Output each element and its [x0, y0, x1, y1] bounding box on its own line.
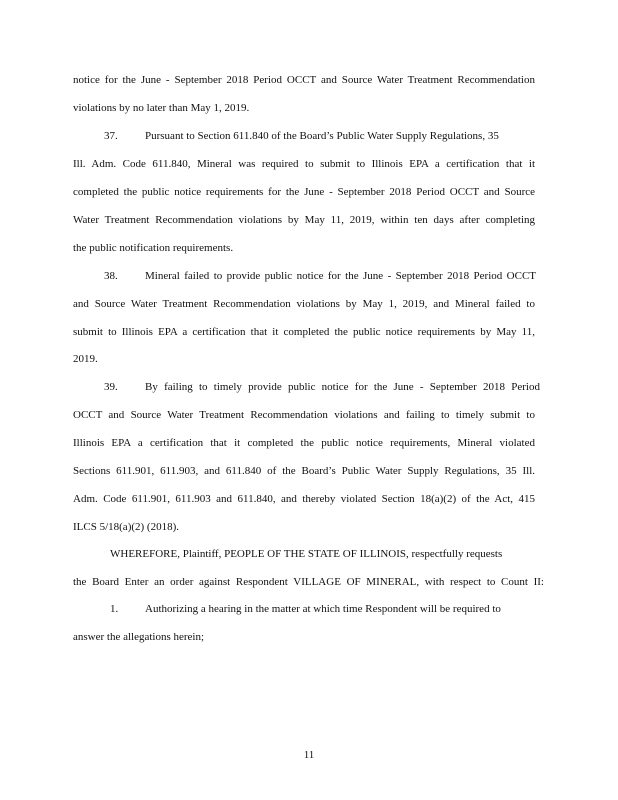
text-line: notice for the June - September 2018 Period OCCT and Source Water Treatment Recommendation [73, 74, 535, 86]
text-line: Adm. Code 611.901, 611.903 and 611.840, and thereby violated Section 18(a)(2) of the Act, 415 [73, 493, 535, 505]
paragraph-number: 38. [104, 270, 118, 282]
text-line: completed the public notice requirements for the June - September 2018 Period OCCT and Source [73, 186, 535, 198]
text-line: Sections 611.901, 611.903, and 611.840 of the Board’s Public Water Supply Regulations, 35 Ill. [73, 465, 535, 477]
paragraph-number: 39. [104, 381, 118, 393]
text-line: Water Treatment Recommendation violations by May 11, 2019, within ten days after completing [73, 214, 535, 226]
text-line: and Source Water Treatment Recommendation violations by May 1, 2019, and Mineral failed to [73, 298, 535, 310]
paragraph-number: 37. [104, 130, 118, 142]
text-line: Pursuant to Section 611.840 of the Board’s Public Water Supply Regulations, 35 [145, 130, 499, 142]
text-line: the Board Enter an order against Respondent VILLAGE OF MINERAL, with respect to Count II: [73, 576, 544, 588]
wherefore-clause: WHEREFORE, Plaintiff, PEOPLE OF THE STATE OF ILLINOIS, respectfully requests [110, 548, 503, 560]
text-line: Illinois EPA a certification that it completed the public notice requirements, Mineral violated [73, 437, 535, 449]
text-line: submit to Illinois EPA a certification that it completed the public notice requirements by May 11, [73, 326, 535, 338]
text-line: ILCS 5/18(a)(2) (2018). [73, 521, 180, 533]
text-line: answer the allegations herein; [73, 631, 205, 643]
list-item-number: 1. [110, 603, 119, 615]
text-line: OCCT and Source Water Treatment Recommendation violations and failing to timely submit to [73, 409, 535, 421]
page-number: 11 [303, 749, 315, 761]
text-line: 2019. [73, 353, 98, 365]
text-line: By failing to timely provide public notice for the June - September 2018 Period [145, 381, 540, 393]
text-line: the public notification requirements. [73, 242, 234, 254]
text-line: Ill. Adm. Code 611.840, Mineral was required to submit to Illinois EPA a certification that it [73, 158, 535, 170]
text-line: violations by no later than May 1, 2019. [73, 102, 250, 114]
list-item-text: Authorizing a hearing in the matter at which time Respondent will be required to [145, 603, 501, 615]
text-line: Mineral failed to provide public notice for the June - September 2018 Period OCCT [145, 270, 536, 282]
